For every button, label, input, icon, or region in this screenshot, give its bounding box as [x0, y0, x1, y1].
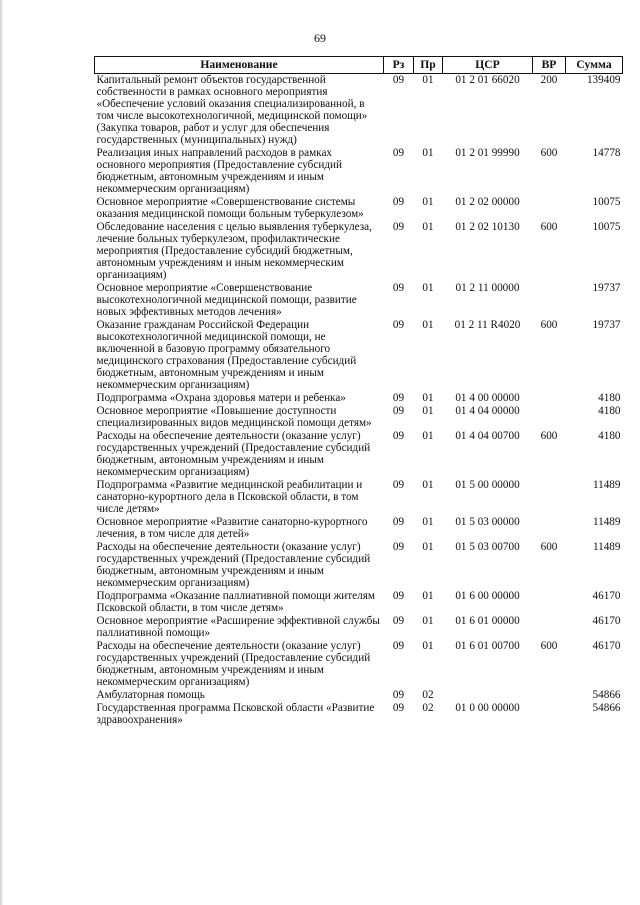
row-rz: 09	[392, 689, 405, 701]
row-sum: 11489	[592, 541, 621, 553]
row-rz: 09	[392, 590, 405, 602]
row-name: Расходы на обеспечение деятельности (оказание услуг) государственных учреждений (Предоставление субсидий бюджетным, автономным учреждениям и иным некоммерческим организациям)	[96, 541, 371, 589]
row-csr: 01 2 01 66020	[455, 74, 520, 86]
row-vr: 600	[540, 541, 558, 553]
row-name: Подпрограмма «Охрана здоровья матери и ребенка»	[96, 392, 346, 404]
table-body	[95, 74, 623, 728]
row-name: Обследование населения с целью выявления туберкулеза, лечение больных туберкулезом, профилактические мероприятия (Предоставление субсидий бюджетным, автономным учреждениям и иным некоммерческим организациям)	[96, 221, 372, 281]
row-sum: 19737	[592, 319, 621, 331]
row-csr: 01 5 03 00000	[455, 516, 520, 528]
table-row	[95, 196, 623, 221]
table-row	[95, 590, 623, 615]
row-csr: 01 2 01 99990	[455, 147, 520, 159]
row-csr: 01 6 01 00700	[455, 640, 520, 652]
row-rz: 09	[392, 196, 405, 208]
row-pr: 01	[422, 147, 434, 159]
row-pr: 01	[422, 615, 434, 627]
table-row	[95, 147, 623, 196]
header-rz: Рз	[384, 57, 414, 74]
row-pr: 01	[422, 516, 434, 528]
row-pr: 01	[422, 221, 434, 233]
row-vr	[533, 405, 566, 430]
row-pr: 02	[422, 689, 434, 701]
row-rz: 09	[392, 516, 405, 528]
row-name: Оказание гражданам Российской Федерации высокотехнологичной медицинской помощи, не включенной в базовую программу обязательного медицинского страхования (Предоставление субсидий бюджетным, автономным учреждениям и иным некоммерческим организациям)	[96, 319, 357, 391]
row-rz: 09	[392, 615, 405, 627]
row-name: Реализация иных направлений расходов в рамках основного мероприятия (Предоставление субсидий бюджетным, автономным учреждениям и иным некоммерческим организациям)	[96, 147, 342, 195]
row-sum: 10075	[592, 196, 621, 208]
row-csr: 01 5 00 00000	[455, 479, 520, 491]
budget-table	[94, 56, 623, 727]
row-vr	[533, 479, 566, 516]
row-sum: 46170	[592, 640, 621, 652]
table-row	[95, 479, 623, 516]
row-pr: 01	[422, 405, 434, 417]
row-pr: 01	[422, 282, 434, 294]
table-row	[95, 319, 623, 392]
table-row	[95, 615, 623, 640]
row-sum: 4180	[598, 430, 621, 442]
row-csr: 01 4 00 00000	[455, 392, 520, 404]
row-rz: 09	[392, 405, 405, 417]
row-pr: 01	[422, 541, 434, 553]
row-csr: 01 2 02 00000	[455, 196, 520, 208]
row-sum: 4180	[598, 392, 621, 404]
row-sum: 139409	[586, 74, 621, 86]
row-name: Государственная программа Псковской области «Развитие здравоохранения»	[96, 702, 375, 726]
row-rz: 09	[392, 221, 405, 233]
row-pr: 01	[422, 74, 434, 86]
row-name: Расходы на обеспечение деятельности (оказание услуг) государственных учреждений (Предоставление субсидий бюджетным, автономным учреждениям и иным некоммерческим организациям)	[96, 430, 371, 478]
table-row	[95, 282, 623, 319]
header-pr: Пр	[414, 57, 443, 74]
row-csr	[443, 689, 533, 702]
row-name: Амбулаторная помощь	[96, 689, 205, 701]
row-rz: 09	[392, 319, 405, 331]
row-sum: 10075	[592, 221, 621, 233]
row-pr: 01	[422, 392, 434, 404]
row-name: Основное мероприятие «Расширение эффективной службы паллиативной помощи»	[96, 615, 380, 639]
table-row	[95, 221, 623, 282]
row-csr: 01 2 11 R4020	[454, 319, 521, 331]
row-rz: 09	[392, 147, 405, 159]
row-vr	[533, 392, 566, 405]
table-row	[95, 405, 623, 430]
row-csr: 01 6 00 00000	[455, 590, 520, 602]
row-name: Основное мероприятие «Совершенствование системы оказания медицинской помощи больным туберкулезом»	[96, 196, 364, 220]
page-number: 69	[314, 31, 326, 45]
row-pr: 01	[422, 590, 434, 602]
row-pr: 01	[422, 196, 434, 208]
row-csr: 01 5 03 00700	[455, 541, 520, 553]
row-sum: 4180	[598, 405, 621, 417]
row-pr: 01	[422, 319, 434, 331]
row-rz: 09	[392, 392, 405, 404]
row-csr: 01 4 04 00700	[455, 430, 520, 442]
row-name: Капитальный ремонт объектов государственной собственности в рамках основного мероприятия «Обеспечение условий оказания специализированной, в том числе высокотехнологичной, медицинской помощи» (Закупка товаров, работ и услуг для обеспечения государственных (муниципальных) нужд)	[96, 74, 368, 146]
row-vr	[533, 196, 566, 221]
row-vr	[533, 590, 566, 615]
header-vr: ВР	[533, 57, 566, 74]
row-rz: 09	[392, 640, 405, 652]
row-sum: 46170	[592, 590, 621, 602]
row-vr	[533, 702, 566, 727]
row-name: Подпрограмма «Оказание паллиативной помощи жителям Псковской области, в том числе детям»	[96, 590, 375, 614]
row-vr: 600	[540, 430, 558, 442]
row-csr: 01 4 04 00000	[455, 405, 520, 417]
row-name: Подпрограмма «Развитие медицинской реабилитации и санаторно-курортного дела в Псковской области, в том числе детям»	[96, 479, 363, 515]
row-rz: 09	[392, 541, 405, 553]
header-csr: ЦСР	[443, 57, 533, 74]
row-csr: 01 0 00 00000	[455, 702, 520, 714]
row-vr	[533, 282, 566, 319]
row-pr: 01	[422, 479, 434, 491]
header-name: Наименование	[95, 57, 384, 74]
row-rz: 09	[392, 479, 405, 491]
row-pr: 02	[422, 702, 434, 714]
row-sum: 11489	[592, 479, 621, 491]
row-vr	[533, 516, 566, 541]
header-sum: Сумма	[566, 57, 623, 74]
row-sum: 14778	[592, 147, 621, 159]
row-rz: 09	[392, 702, 405, 714]
row-rz: 09	[392, 430, 405, 442]
row-vr: 600	[540, 640, 558, 652]
table-row	[95, 689, 623, 702]
table-row	[95, 430, 623, 479]
table-row	[95, 392, 623, 405]
table-row	[95, 541, 623, 590]
row-csr: 01 2 11 00000	[455, 282, 520, 294]
row-vr: 600	[540, 147, 558, 159]
row-sum: 46170	[592, 615, 621, 627]
row-vr: 600	[540, 319, 558, 331]
row-sum: 11489	[592, 516, 621, 528]
row-sum: 19737	[592, 282, 621, 294]
row-vr	[533, 615, 566, 640]
table-row	[95, 74, 623, 148]
row-csr: 01 2 02 10130	[455, 221, 520, 233]
row-pr: 01	[422, 640, 434, 652]
scan-edge	[0, 0, 3, 905]
row-rz: 09	[392, 282, 405, 294]
row-name: Основное мероприятие «Развитие санаторно-курортного лечения, в том числе для детей»	[96, 516, 368, 540]
table-row	[95, 702, 623, 727]
row-pr: 01	[422, 430, 434, 442]
row-csr: 01 6 01 00000	[455, 615, 520, 627]
row-sum: 54866	[592, 689, 621, 701]
row-rz: 09	[392, 74, 405, 86]
row-vr: 200	[540, 74, 558, 86]
table-row	[95, 640, 623, 689]
table-row	[95, 516, 623, 541]
row-vr	[533, 689, 566, 702]
row-vr: 600	[540, 221, 558, 233]
table-header-row	[95, 57, 623, 74]
row-sum: 54866	[592, 702, 621, 714]
row-name: Основное мероприятие «Совершенствование высокотехнологичной медицинской помощи, развитие новых эффективных методов лечения»	[96, 282, 357, 318]
row-name: Расходы на обеспечение деятельности (оказание услуг) государственных учреждений (Предоставление субсидий бюджетным, автономным учреждениям и иным некоммерческим организациям)	[96, 640, 371, 688]
row-name: Основное мероприятие «Повышение доступности специализированных видов медицинской помощи детям»	[96, 405, 372, 429]
